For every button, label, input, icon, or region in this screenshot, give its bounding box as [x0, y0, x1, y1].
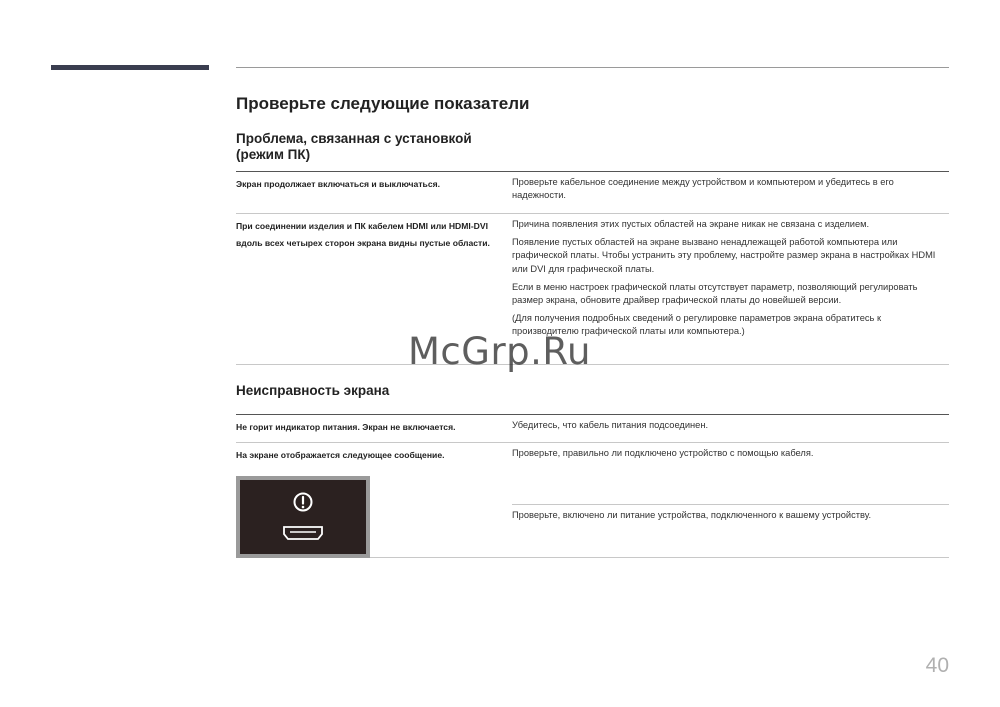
problem-cell [236, 443, 512, 557]
table-row [236, 443, 949, 558]
solution-text: Проверьте кабельное соединение между устройством и компьютером и убедитесь в его надежности. [512, 177, 894, 201]
solution-block [512, 504, 949, 522]
message-icons [240, 480, 366, 554]
watermark: McGrp.Ru [408, 330, 591, 373]
section-title-screen: Неисправность экрана [236, 383, 390, 398]
solution-text: Появление пустых областей на экране вызвано ненадлежащей работой компьютера или графической платы. Чтобы устранить эту проблему, настройте размер экрана в настройках HDMI или DVI для графической платы. [512, 237, 936, 274]
installation-table [236, 171, 949, 365]
solution-cell [512, 415, 949, 442]
problem-cell: При соединении изделия и ПК кабелем HDMI или HDMI-DVI вдоль всех четырех сторон экрана видны пустые области. [236, 221, 490, 248]
table-row [236, 214, 949, 365]
table-row [236, 172, 949, 214]
section-title-installation: Проблема, связанная с установкой (режим ПК) [236, 131, 472, 162]
exclamation-icon [295, 493, 312, 510]
solution-text: Если в меню настроек графической платы отсутствует параметр, позволяющий регулировать размер экрана, обновите драйвер графической платы до новейшей версии. [512, 281, 918, 306]
no-signal-message-illustration [236, 476, 370, 558]
solution-text: Убедитесь, что кабель питания подсоединен. [512, 420, 709, 430]
table-row [236, 415, 949, 443]
header-rule [236, 67, 949, 68]
solution-text: Проверьте, правильно ли подключено устройство с помощью кабеля. [512, 448, 814, 458]
solution-text: (Для получения подробных сведений о регулировке параметров экрана обратитесь к производителю графической платы или компьютера.) [512, 313, 882, 337]
solution-text: Проверьте, включено ли питание устройства, подключенного к вашему устройству. [512, 510, 872, 520]
solution-cell [512, 443, 949, 557]
screen-table [236, 414, 949, 558]
hdmi-port-icon [284, 527, 322, 539]
problem-text: На экране отображается следующее сообщение. [236, 450, 445, 460]
solution-text: Причина появления этих пустых областей на экране никак не связана с изделием. [512, 219, 870, 229]
solution-block [512, 447, 949, 504]
page-number: 40 [925, 654, 949, 677]
problem-cell: Не горит индикатор питания. Экран не включается. [236, 422, 456, 432]
page-title: Проверьте следующие показатели [236, 94, 530, 113]
problem-cell: Экран продолжает включаться и выключаться. [236, 179, 441, 189]
message-screen [240, 480, 366, 554]
header-accent-bar [51, 65, 209, 70]
solution-cell [512, 172, 949, 213]
